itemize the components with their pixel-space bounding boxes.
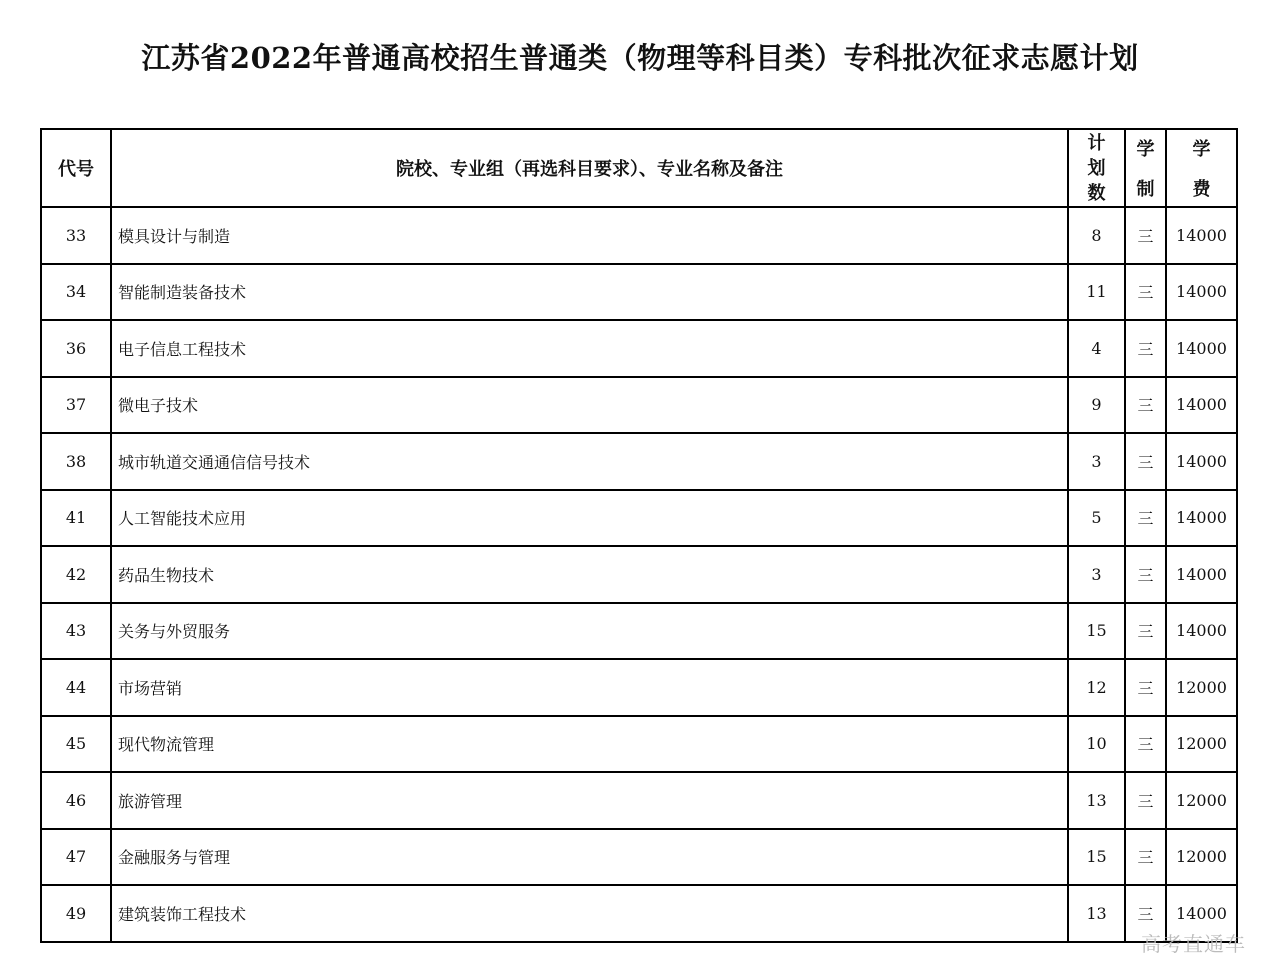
cell-fee: 12000 bbox=[1166, 659, 1237, 716]
cell-fee: 12000 bbox=[1166, 829, 1237, 886]
cell-fee: 14000 bbox=[1166, 207, 1237, 264]
cell-duration: 三 bbox=[1125, 885, 1166, 942]
cell-code: 41 bbox=[41, 490, 111, 547]
cell-plan: 15 bbox=[1068, 603, 1125, 660]
cell-fee: 12000 bbox=[1166, 716, 1237, 773]
cell-major-name: 关务与外贸服务 bbox=[111, 603, 1068, 660]
cell-plan: 8 bbox=[1068, 207, 1125, 264]
cell-code: 45 bbox=[41, 716, 111, 773]
cell-major-name: 旅游管理 bbox=[111, 772, 1068, 829]
table-row bbox=[41, 320, 1237, 377]
table-row bbox=[41, 885, 1237, 942]
cell-major-name: 药品生物技术 bbox=[111, 546, 1068, 603]
cell-duration: 三 bbox=[1125, 716, 1166, 773]
header-fee bbox=[1166, 129, 1237, 207]
table-row bbox=[41, 377, 1237, 434]
cell-duration: 三 bbox=[1125, 490, 1166, 547]
cell-code: 38 bbox=[41, 433, 111, 490]
cell-plan: 11 bbox=[1068, 264, 1125, 321]
cell-plan: 12 bbox=[1068, 659, 1125, 716]
cell-fee: 14000 bbox=[1166, 546, 1237, 603]
cell-fee: 14000 bbox=[1166, 885, 1237, 942]
table-row bbox=[41, 603, 1237, 660]
cell-code: 33 bbox=[41, 207, 111, 264]
cell-fee: 14000 bbox=[1166, 603, 1237, 660]
cell-major-name: 微电子技术 bbox=[111, 377, 1068, 434]
cell-duration: 三 bbox=[1125, 264, 1166, 321]
cell-code: 36 bbox=[41, 320, 111, 377]
cell-code: 34 bbox=[41, 264, 111, 321]
table-row bbox=[41, 716, 1237, 773]
table-row bbox=[41, 207, 1237, 264]
table-row bbox=[41, 546, 1237, 603]
cell-code: 49 bbox=[41, 885, 111, 942]
cell-code: 46 bbox=[41, 772, 111, 829]
header-duration-top: 学 bbox=[1136, 139, 1155, 160]
header-duration-bottom: 制 bbox=[1136, 179, 1155, 200]
cell-duration: 三 bbox=[1125, 207, 1166, 264]
header-fee-top: 学 bbox=[1192, 139, 1211, 160]
cell-code: 37 bbox=[41, 377, 111, 434]
table-row bbox=[41, 772, 1237, 829]
cell-fee: 14000 bbox=[1166, 490, 1237, 547]
cell-duration: 三 bbox=[1125, 659, 1166, 716]
header-plan bbox=[1068, 129, 1125, 207]
cell-duration: 三 bbox=[1125, 772, 1166, 829]
page-title: 江苏省2022年普通高校招生普通类（物理等科目类）专科批次征求志愿计划 bbox=[141, 41, 1139, 75]
cell-plan: 10 bbox=[1068, 716, 1125, 773]
cell-code: 47 bbox=[41, 829, 111, 886]
cell-duration: 三 bbox=[1125, 433, 1166, 490]
header-fee-bottom: 费 bbox=[1192, 179, 1211, 200]
cell-duration: 三 bbox=[1125, 377, 1166, 434]
cell-fee: 14000 bbox=[1166, 377, 1237, 434]
cell-fee: 14000 bbox=[1166, 433, 1237, 490]
cell-major-name: 城市轨道交通通信信号技术 bbox=[111, 433, 1068, 490]
cell-duration: 三 bbox=[1125, 320, 1166, 377]
cell-plan: 9 bbox=[1068, 377, 1125, 434]
cell-code: 43 bbox=[41, 603, 111, 660]
table-header-row bbox=[41, 129, 1237, 207]
cell-major-name: 智能制造装备技术 bbox=[111, 264, 1068, 321]
cell-duration: 三 bbox=[1125, 546, 1166, 603]
cell-duration: 三 bbox=[1125, 829, 1166, 886]
table-row bbox=[41, 490, 1237, 547]
cell-plan: 5 bbox=[1068, 490, 1125, 547]
cell-major-name: 模具设计与制造 bbox=[111, 207, 1068, 264]
cell-major-name: 建筑装饰工程技术 bbox=[111, 885, 1068, 942]
cell-major-name: 电子信息工程技术 bbox=[111, 320, 1068, 377]
cell-plan: 3 bbox=[1068, 546, 1125, 603]
table-row bbox=[41, 829, 1237, 886]
header-duration bbox=[1125, 129, 1166, 207]
cell-fee: 12000 bbox=[1166, 772, 1237, 829]
table-row bbox=[41, 264, 1237, 321]
cell-code: 42 bbox=[41, 546, 111, 603]
table-row bbox=[41, 433, 1237, 490]
cell-major-name: 金融服务与管理 bbox=[111, 829, 1068, 886]
cell-plan: 3 bbox=[1068, 433, 1125, 490]
cell-major-name: 人工智能技术应用 bbox=[111, 490, 1068, 547]
cell-plan: 13 bbox=[1068, 885, 1125, 942]
table-row bbox=[41, 659, 1237, 716]
cell-code: 44 bbox=[41, 659, 111, 716]
cell-major-name: 现代物流管理 bbox=[111, 716, 1068, 773]
header-plan-label: 计划数 bbox=[1087, 132, 1106, 204]
header-name: 院校、专业组（再选科目要求）、专业名称及备注 bbox=[111, 129, 1068, 207]
cell-plan: 13 bbox=[1068, 772, 1125, 829]
cell-plan: 15 bbox=[1068, 829, 1125, 886]
cell-fee: 14000 bbox=[1166, 264, 1237, 321]
header-code: 代号 bbox=[41, 129, 111, 207]
cell-fee: 14000 bbox=[1166, 320, 1237, 377]
watermark: 高考直通车 bbox=[1141, 932, 1246, 956]
cell-plan: 4 bbox=[1068, 320, 1125, 377]
cell-major-name: 市场营销 bbox=[111, 659, 1068, 716]
enrollment-plan-table bbox=[40, 128, 1238, 943]
cell-duration: 三 bbox=[1125, 603, 1166, 660]
